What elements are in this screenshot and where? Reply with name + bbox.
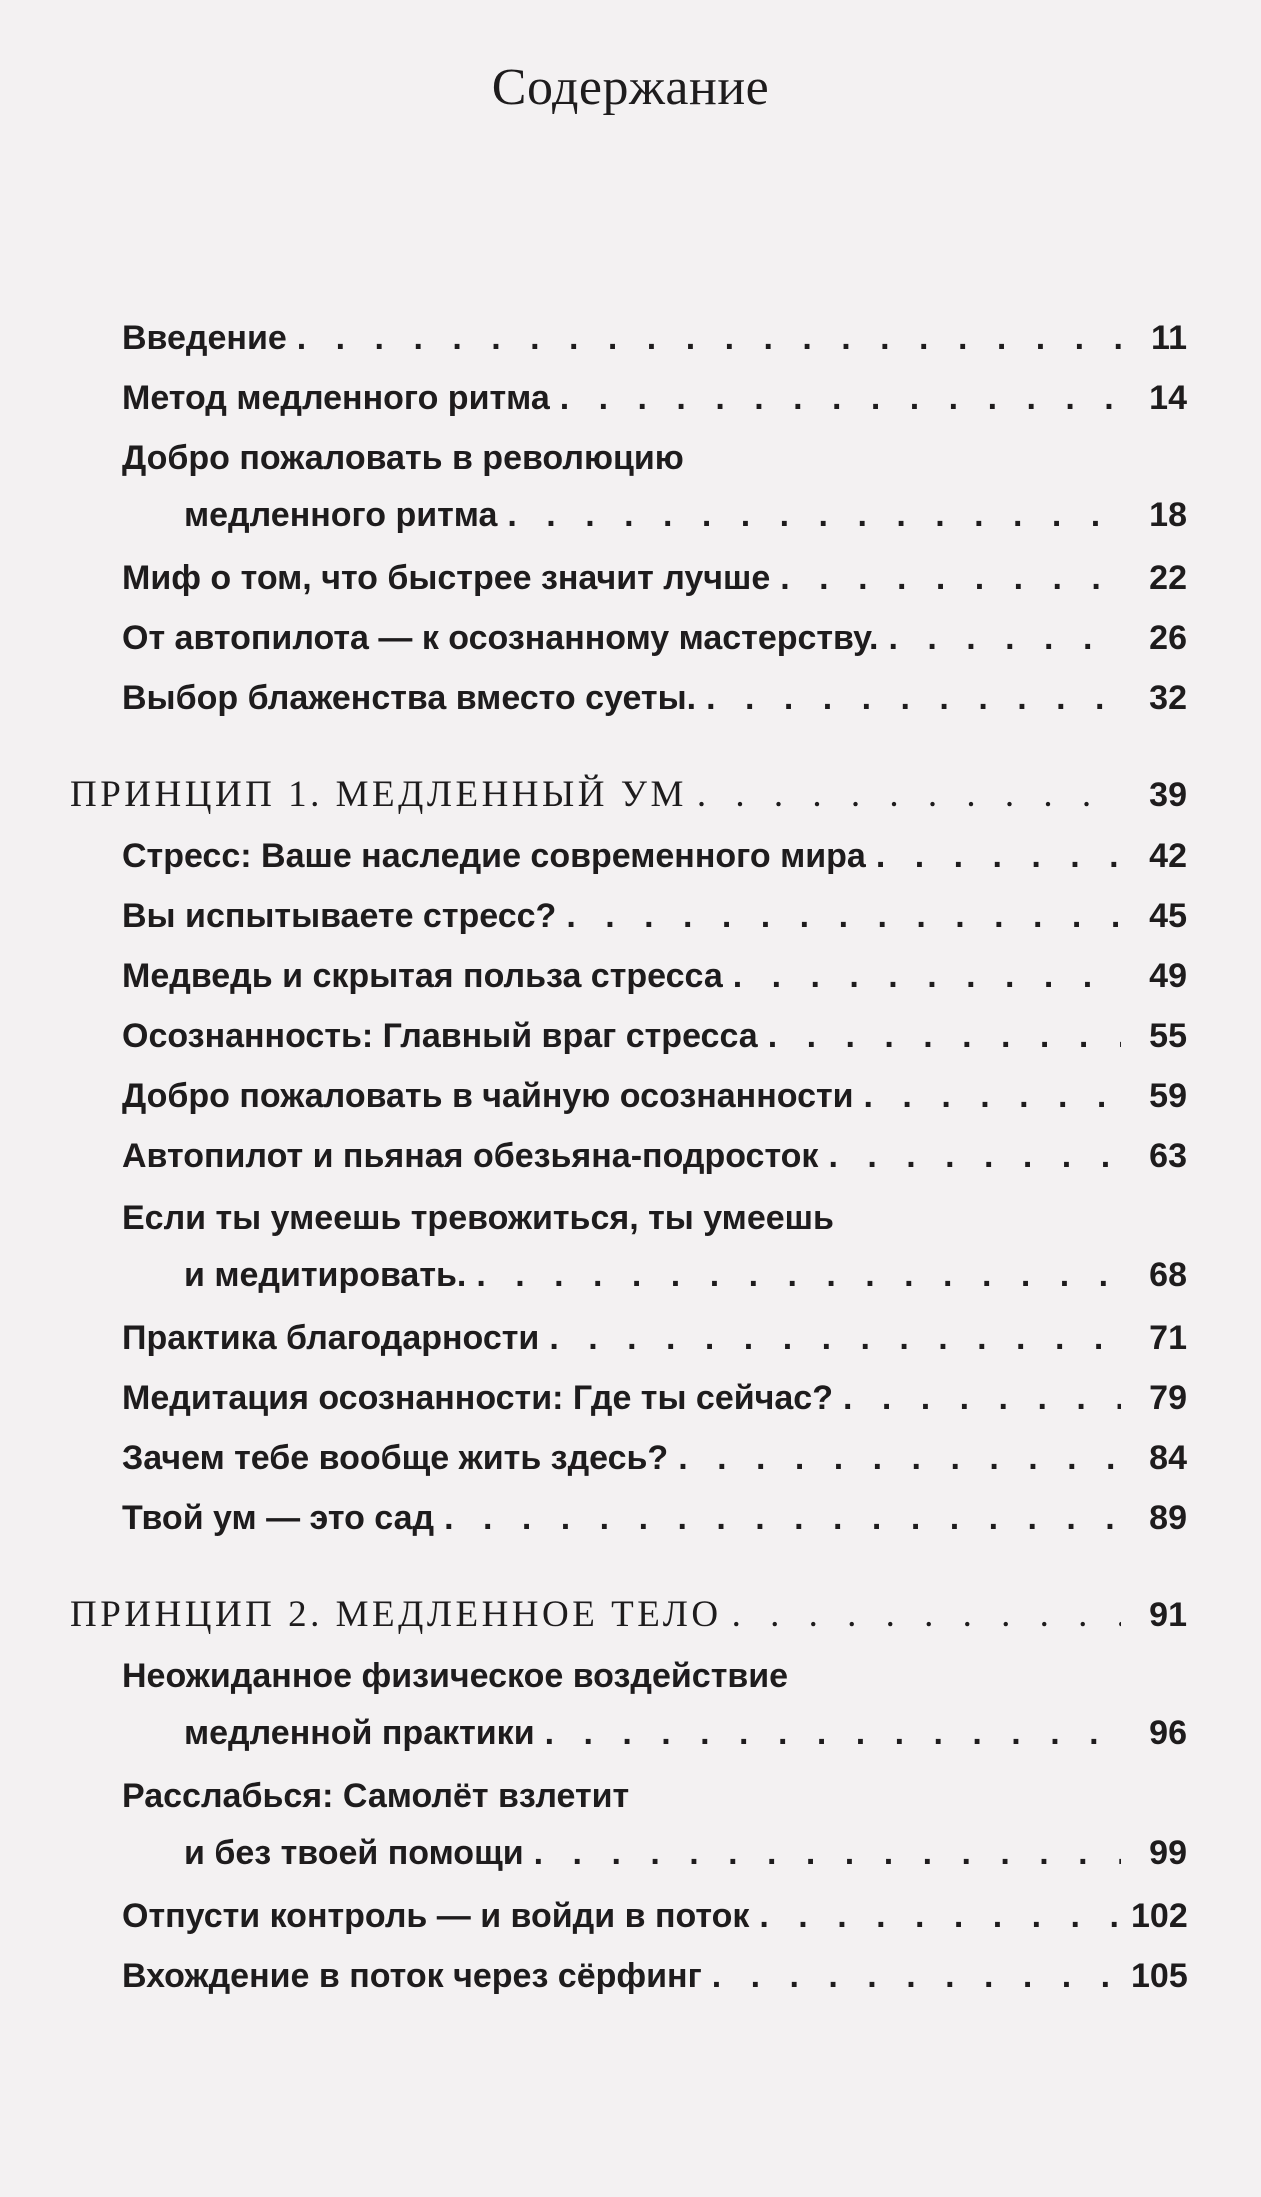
toc-entry — [122, 550, 1187, 607]
entry-title-line: медленного ритма — [184, 496, 498, 534]
entry-title-line: Метод медленного ритма — [122, 379, 550, 417]
dot-leader — [696, 670, 1121, 727]
dot-leader — [758, 1008, 1121, 1065]
toc-entry — [122, 430, 1187, 544]
page-number: 96 — [1149, 1714, 1187, 1752]
toc-entry — [122, 888, 1187, 945]
page-number: 26 — [1149, 619, 1187, 657]
dot-leader — [749, 1888, 1121, 1945]
entry-title-line: Осознанность: Главный враг стресса — [122, 1017, 758, 1055]
entry-title-line: Вы испытываете стресс? — [122, 897, 557, 935]
entry-title-line: Медитация осознанности: Где ты сейчас? — [122, 1379, 833, 1417]
dot-leader — [524, 1825, 1121, 1882]
dot-leader — [556, 888, 1121, 945]
dot-leader — [722, 1586, 1121, 1643]
toc-entry — [122, 1190, 1187, 1304]
toc-entry — [122, 1068, 1187, 1125]
dot-leader — [723, 948, 1121, 1005]
dot-leader — [770, 550, 1121, 607]
page-number: 42 — [1149, 837, 1187, 875]
dot-leader — [833, 1370, 1121, 1427]
toc-entry — [122, 610, 1187, 667]
page-number: 49 — [1149, 957, 1187, 995]
toc-entry — [122, 1768, 1187, 1882]
toc-entry — [122, 310, 1187, 367]
entry-title-line: Зачем тебе вообще жить здесь? — [122, 1439, 669, 1477]
dot-leader — [866, 828, 1121, 885]
page-number: 39 — [1149, 776, 1187, 814]
page-number: 11 — [1151, 319, 1187, 357]
entry-title-line: Автопилот и пьяная обезьяна-подросток — [122, 1137, 819, 1175]
chapter-title: ПРИНЦИП 2. МЕДЛЕННОЕ ТЕЛО — [70, 1594, 722, 1635]
page-number: 84 — [1149, 1439, 1187, 1477]
toc-entry — [122, 1888, 1187, 1945]
entry-title-line: Добро пожаловать в революцию — [122, 439, 684, 477]
toc-entry — [122, 370, 1187, 427]
dot-leader — [818, 1128, 1121, 1185]
entry-title-line: Введение — [122, 319, 287, 357]
dot-leader — [497, 487, 1121, 544]
page-number: 55 — [1149, 1017, 1187, 1055]
toc-chapter-heading — [70, 1586, 1187, 1644]
entry-title-line: Выбор блаженства вместо суеты. — [122, 679, 697, 717]
page-number: 89 — [1149, 1499, 1187, 1537]
page-number: 68 — [1149, 1256, 1187, 1294]
page-number: 14 — [1149, 379, 1187, 417]
toc-entry — [122, 1008, 1187, 1065]
entry-title-line: медленной практики — [184, 1714, 535, 1752]
entry-title-line: Вхождение в поток через сёрфинг — [122, 1957, 702, 1995]
entry-title-line: Неожиданное физическое воздействие — [122, 1657, 789, 1695]
dot-leader — [702, 1948, 1121, 2005]
toc-entry — [122, 948, 1187, 1005]
entry-title-line: Практика благодарности — [122, 1319, 540, 1357]
page-number: 91 — [1149, 1596, 1187, 1634]
dot-leader — [687, 766, 1121, 823]
entry-title-line: и без твоей помощи — [184, 1834, 524, 1872]
entry-title-line: и медитировать. — [184, 1256, 467, 1294]
toc-entry — [122, 1648, 1187, 1762]
entry-title-line: От автопилота — к осознанному мастерству. — [122, 619, 879, 657]
toc-entry — [122, 1128, 1187, 1185]
toc-chapter-heading — [70, 766, 1187, 824]
dot-leader — [854, 1068, 1121, 1125]
dot-leader — [539, 1310, 1121, 1367]
toc-entry — [122, 1370, 1187, 1427]
chapter-title: ПРИНЦИП 1. МЕДЛЕННЫЙ УМ — [70, 774, 687, 815]
page-number: 79 — [1149, 1379, 1187, 1417]
toc-entry — [122, 1948, 1187, 2005]
page-number: 102 — [1131, 1897, 1188, 1935]
page-number: 105 — [1131, 1957, 1188, 1995]
page-number: 71 — [1149, 1319, 1187, 1357]
toc-entry — [122, 828, 1187, 885]
toc-entry — [122, 1490, 1187, 1547]
dot-leader — [434, 1490, 1121, 1547]
entry-title-line: Медведь и скрытая польза стресса — [122, 957, 723, 995]
page-number: 22 — [1149, 559, 1187, 597]
page-number: 59 — [1149, 1077, 1187, 1115]
toc-entry — [122, 670, 1187, 727]
page-number: 63 — [1149, 1137, 1187, 1175]
entry-title-line: Если ты умеешь тревожиться, ты умеешь — [122, 1199, 834, 1237]
dot-leader — [535, 1705, 1121, 1762]
page-number: 99 — [1149, 1834, 1187, 1872]
dot-leader — [466, 1247, 1121, 1304]
entry-title-line: Стресс: Ваше наследие современного мира — [122, 837, 866, 875]
dot-leader — [550, 370, 1121, 427]
entry-title-line: Твой ум — это сад — [122, 1499, 435, 1537]
entry-title-line: Расслабься: Самолёт взлетит — [122, 1777, 630, 1815]
page-title: Содержание — [491, 59, 770, 116]
toc-entry — [122, 1430, 1187, 1487]
dot-leader — [878, 610, 1121, 667]
page-number: 18 — [1149, 496, 1187, 534]
page-number: 45 — [1149, 897, 1187, 935]
entry-title-line: Добро пожаловать в чайную осознанности — [122, 1077, 854, 1115]
entry-title-line: Отпусти контроль — и войди в поток — [122, 1897, 750, 1935]
dot-leader — [668, 1430, 1121, 1487]
entry-title-line: Миф о том, что быстрее значит лучше — [122, 559, 771, 597]
page-number: 32 — [1149, 679, 1187, 717]
toc-entry — [122, 1310, 1187, 1367]
dot-leader — [287, 310, 1121, 367]
